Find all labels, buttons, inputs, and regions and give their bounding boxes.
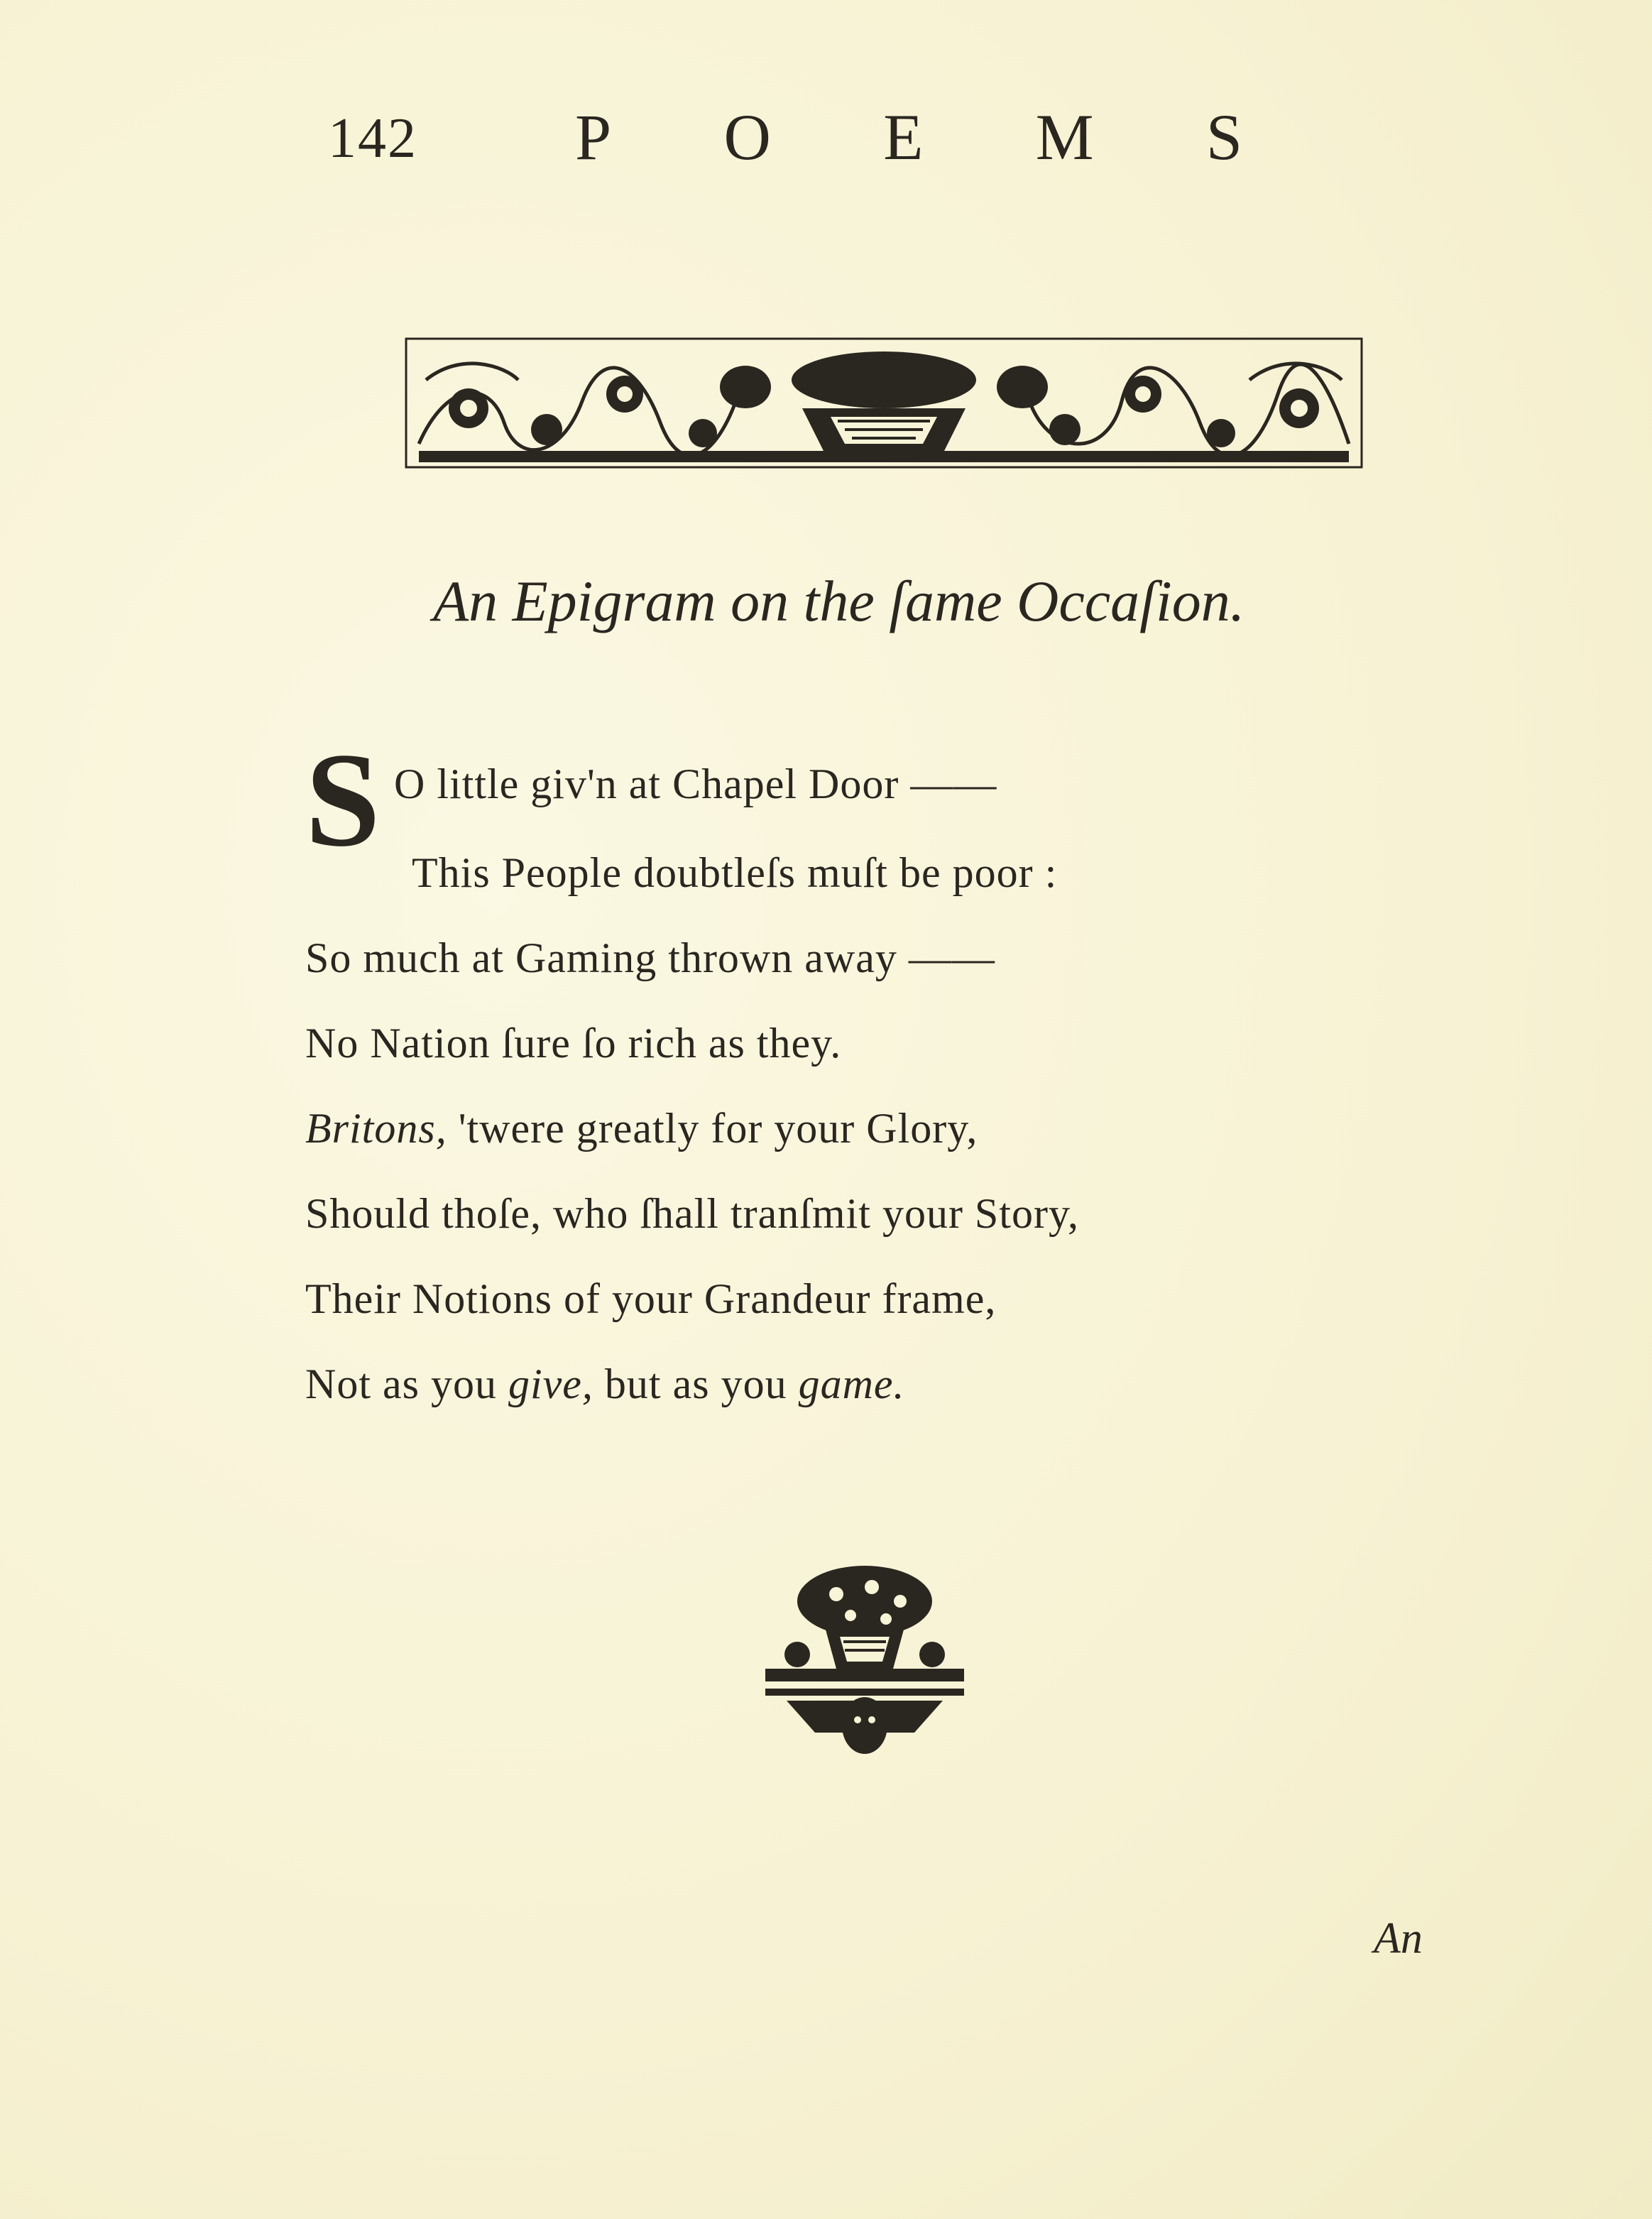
headpiece-ornament	[405, 337, 1363, 469]
poem-line-5-italic: Britons,	[305, 1105, 447, 1152]
poem-line-4: No Nation ſure ſo rich as they.	[305, 1020, 842, 1067]
poem-title: An Epigram on the ſame Occaſion.	[433, 569, 1245, 633]
poem-line-1-text: O little giv'n at Chapel Door ——	[394, 760, 997, 807]
poem-line-8-a: Not as you	[305, 1361, 508, 1407]
poem-line-8-c: but as you	[593, 1361, 799, 1407]
running-head-letter: S	[1205, 101, 1242, 173]
poem-line-2: This People doubtleſs muſt be poor :	[412, 849, 1058, 896]
poem-line-7: Their Notions of your Grandeur frame,	[305, 1275, 997, 1322]
poem-line-3: So much at Gaming thrown away ——	[305, 934, 995, 981]
running-head-letter: O	[723, 101, 771, 173]
running-head	[575, 99, 1242, 175]
page-number: 142	[328, 107, 417, 170]
poem-line-8-b: give,	[508, 1361, 593, 1407]
poem-line-5-text: 'twere greatly for your Glory,	[447, 1105, 978, 1152]
running-head-letter: M	[1035, 101, 1094, 173]
poem-line-8-d: game.	[798, 1361, 905, 1407]
catchword: An	[1374, 1914, 1423, 1963]
running-head-letter: E	[883, 101, 924, 173]
running-head-letter: P	[575, 101, 612, 173]
poem-line-5	[305, 1104, 978, 1153]
poem-line-8	[305, 1360, 905, 1409]
tailpiece-ornament	[758, 1562, 971, 1765]
drop-cap: S	[305, 726, 381, 875]
poem-line-6: Should thoſe, who ſhall tranſmit your Story,	[305, 1190, 1080, 1237]
